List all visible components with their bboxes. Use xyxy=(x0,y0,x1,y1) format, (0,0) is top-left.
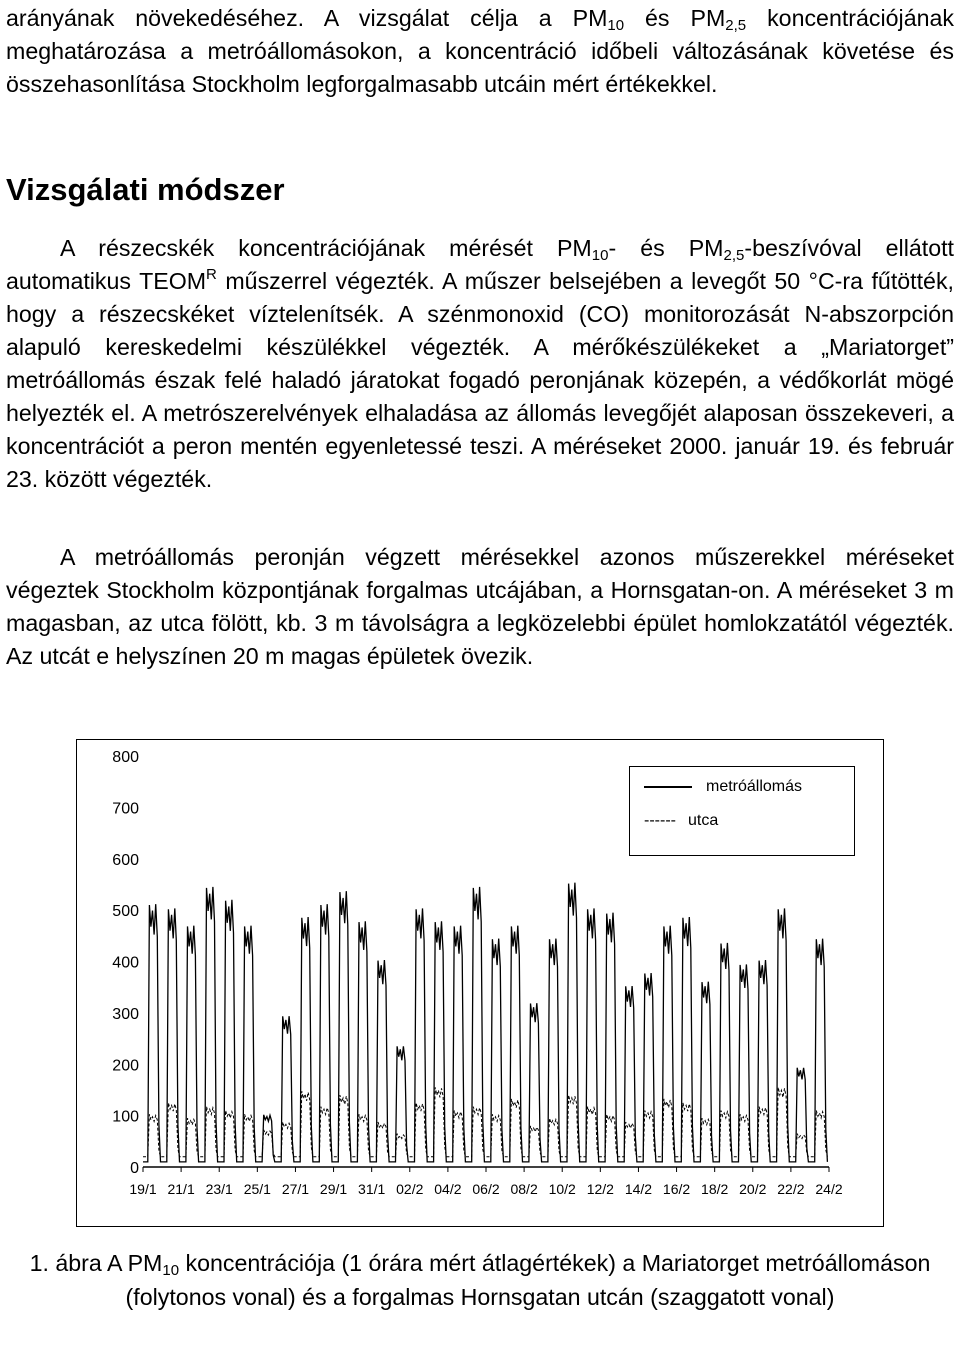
series-line-metro xyxy=(143,883,827,1162)
pm10-figure xyxy=(76,739,884,1227)
x-tick-label: 21/1 xyxy=(167,1181,195,1197)
x-tick-label: 06/2 xyxy=(472,1181,500,1197)
y-tick-label: 100 xyxy=(112,1108,139,1126)
y-tick-label: 700 xyxy=(112,800,139,818)
y-tick-label: 500 xyxy=(112,903,139,921)
section-heading: Vizsgálati módszer xyxy=(6,172,285,207)
street-paragraph: A metróállomás peronján végzett mérésekkel azonos műszerekkel méréseket végeztek Stockholm központjának forgalmas utcájában, a Hornsgatan-on. A méréseket 3 m magasban, az utca fölött, kb. 3 m távolságra a legközelebbi épület homlokzatától végezték. Az utcát e helyszínen 20 m magas épületek övezik. xyxy=(6,544,954,669)
x-tick-label: 25/1 xyxy=(243,1181,271,1197)
legend-label-street: utca xyxy=(687,812,719,829)
x-tick-label: 02/2 xyxy=(396,1181,424,1197)
x-tick-label: 24/2 xyxy=(815,1181,843,1197)
x-tick-label: 14/2 xyxy=(624,1181,653,1197)
x-tick-label: 29/1 xyxy=(319,1181,348,1197)
x-tick-label: 10/2 xyxy=(548,1181,576,1197)
intro-paragraph: arányának növekedéséhez. A vizsgálat célja a $PM_{10}$ és $PM_{2,5}$ koncentrációjának meghatározása a metróállomásokon, a koncentráció időbeli változásának követése és összehasonlítása Stockholm legforgalmasabb utcáin mért értékekkel. xyxy=(6,5,954,97)
y-tick-label: 600 xyxy=(112,851,139,869)
x-tick-label: 12/2 xyxy=(586,1181,614,1197)
x-tick-label: 31/1 xyxy=(358,1181,386,1197)
x-tick-label: 27/1 xyxy=(281,1181,310,1197)
x-tick-label: 08/2 xyxy=(510,1181,538,1197)
legend-label-metro: metróállomás xyxy=(706,778,803,795)
y-tick-label: 800 xyxy=(112,749,139,766)
methods-paragraph: A részecskék koncentrációjának mérését $PM_{10}-$ és $PM_{2,5}$-beszívóval ellátott automatikus $TEOM^R$ műszerrel végezték. A műszer belsejében a levegőt 50 °C-ra fűtötték, hogy a részecskéket víztelenítsék. A szénmonoxid (CO) monitorozását N-abszorpción alapuló kereskedelmi készülékkel végezték. A mérőkészülékeket a „Mariatorget” metróállomás észak felé haladó járatokat fogadó peronjának közepén, a védőkorlát mögé helyezték el. A metrószerelvények elhaladása az állomás levegőjét alaposan összekeveri, a koncentrációt a peron mentén egyenletessé teszi. A méréseket 2000. január 19. és február 23. között végezték. xyxy=(6,235,954,492)
legend-item-street xyxy=(644,811,718,831)
legend-item-metro xyxy=(644,777,802,797)
x-tick-label: 20/2 xyxy=(739,1181,767,1197)
legend-solid-swatch xyxy=(644,786,692,788)
x-tick-label: 04/2 xyxy=(434,1181,462,1197)
x-tick-label: 23/1 xyxy=(205,1181,233,1197)
chart-legend xyxy=(629,766,855,856)
legend-dash-swatch: ------ xyxy=(644,812,676,829)
x-tick-label: 18/2 xyxy=(701,1181,729,1197)
y-tick-label: 200 xyxy=(112,1057,139,1075)
figure-caption: 1. ábra A $PM_{10}$ koncentrációja (1 órára mért átlagértékek) a Mariatorget metróállomáson (folytonos vonal) és a forgalmas Hornsgatan utcán (szaggatott vonal) xyxy=(29,1250,931,1310)
x-tick-label: 16/2 xyxy=(662,1181,691,1197)
y-tick-label: 300 xyxy=(112,1005,139,1023)
series-line-street xyxy=(143,1087,827,1156)
x-tick-label: 22/2 xyxy=(777,1181,805,1197)
y-tick-label: 400 xyxy=(112,954,139,972)
x-tick-label: 19/1 xyxy=(129,1181,157,1197)
y-tick-label: 0 xyxy=(130,1160,139,1177)
